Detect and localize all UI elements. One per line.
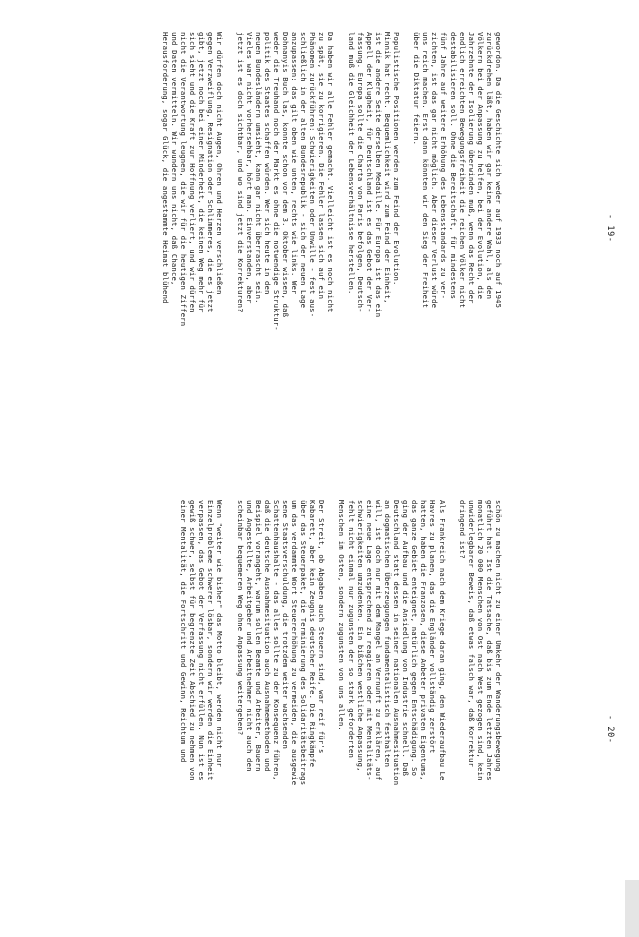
text-column xyxy=(150,32,503,462)
paragraph: Wir dürfen doch nicht Augen, Ohren und Herzen verschließen gegen Verzweiflung, Resignation oder Schlimmeres, die es jetzt gibt, jetzt noch bei einer Minderheit, die keinen Weg mehr für sich sieht und die Kraft zur Hoffnung verliert, und wir dürfen nicht die Verantwortung leugnen, die wir für die heutigen Ziffern und Daten vermitteln. Wir wundern uns nicht, daß Chance, Herausforderung, sogar Glück, die angestammte Heimat blühend xyxy=(160,32,225,327)
page-left xyxy=(0,0,639,468)
page-right xyxy=(0,468,639,937)
page-number: - 19- xyxy=(605,214,615,243)
paragraph: Populistische Positionen werden zum Feind der Evolution. Minnik hat recht. Bequemlichkeit wird zum Feind der Einheit, ist die andere Seite derselben Medaille. Für Europa ist das ein Appell der Klugheit, für Deutschland ist es das Gebot der Ver- fassung. Europa sollte die Charta von Paris befolgen, Deutsch- land muß die Gleichheit der Lebensverhältnisse herstellen. xyxy=(346,32,402,318)
page-number: - 20- xyxy=(605,715,615,744)
paragraph: Der Streit, ob Abgaben auch Steuern sind, war reif für's Kabarett, aber kein Zeugnis deutscher Reife. Die Ringkämpfe über das Steuerpaket, die Terminierung des Solidaritätsbeitrags um das verdammte Wort Steuererhöhung zu vermeiden, die ausgewie sene Staatsverschuldung, die trotzdem weiter wachsenden Schattenhaushalte - das alles sollte zu der Konsequenz führen, daß die deutsche Ausnahmesituation auch Ausnahmemethoden und Beispiel vorangeht, warum sollen Beamte und Arbeiter, Bauern und Angestellte, Arbeitgeber und Arbeitnehmer nicht auch den scheinbar bequemeren Weg ohne Anpassung weitergehen? xyxy=(235,500,327,786)
paragraph: schön zu machen nicht zu einer Umkehr der Wanderungsbewegung geführt hat. Ist die Tatsache, daß bis zum Ende letzten Jahres monatlich 20 000 Menschen von Ost nach West gezogen sind, kein unwiderlegbarer Beweis, daß etwas falsch war, daß Korrektur dringend ist? xyxy=(457,500,503,781)
paragraph: gewordon. Da die Geschichte sich weder auf 1933 noch auf 1945 zurückdrehen läßt, haben wir gar keine andere Wahl, als den Völkern bei der Anpassung zu helfen, bei der Evolution, die Jahrzehnte der Isolierung überwinden muß, wenn das Recht der endlich erreichten Bewegungsfreiheit die reichen Völker nicht destabilisieren soll. Ohne die Bereitschaft, für mindestens fünf Jahre auf weitere Erhöhung des Lebensstandards zu ver- zichten, ist das gar nicht möglich. Aber dieser Verlust würde uns reich machen. Erst dann könnten wir den Sieg der Freiheit über die Diktatur feiern. xyxy=(412,32,503,309)
paragraph: Wenn "weiter wie bisher" das Motto bleibt, werden nicht nur Einzelprobleme schwerer lösbar, sondern wir werden die Einheit verpassen, das Gebot der Verfassung nicht erfüllen. Nun ist es gewiß schwer, selbst für begrenzte Zeit Abschied zu nehmen von einer Mentalität, die Fortschritt und Gewinn, Reichtum und xyxy=(179,500,225,781)
text-column xyxy=(168,500,503,932)
paragraph: Da haben wir alle Fehler gemacht. Vielleicht ist es noch nicht zu spät, sie zu korrigieren. Die Fehler lassen sich auf ein Phänomen zurückführen: Schwierigkeiten oder Unwille - fest aus- schließlich in der alten Bundesrepublik - sich der neuen Lage anzupassen: das gilt oben wie unten, rechts wie links. Wer Dohnanyis Buch las, konnte schon vor dem 3. Oktober wissen, daß weder die Treuhand noch der Markt es ohne die notwendige Struktur- politik des Staates schaffen würden. Wer sich heute in den neuen Bundesländern umsieht, kann gar nicht überrascht sein. Vieles war nicht vorhersehbar, hört man. Einverstanden, aber jetzt ist es doch sichtbar, und wo sind jetzt die Korrekturen? xyxy=(235,32,336,331)
paragraph: Als Frankreich nach dem Kriege daran ging, den Wiederaufbau Le Havres zu planen, das die Engländer vollständig zerstört hatten, haben die Franzosen, diese Anbeter privaten Eigentums, das ganze Gebiet enteignet, natürlich gegen Entschädigung. So ging der Aufbau und die Ansiedlung von Industrie schnell. Daß Deutschland statt dessen in seiner nationalen Ausnahmesituation an dogmatischen Überzeugungen fundamentalistisch festhalten will, ist doch nur mit dem Mangel an Vernunft zu erklären, auf eine neue Lage entsprechend zu reagieren oder mit Mentalitäts- schwierigkeiten umzudenken. Ein bißchen westliche Anpassung, fehlt nicht einmal nur zugunsten der so stark geforderten Menschen im Osten, sondern zugunsten von uns allen. xyxy=(337,500,447,786)
